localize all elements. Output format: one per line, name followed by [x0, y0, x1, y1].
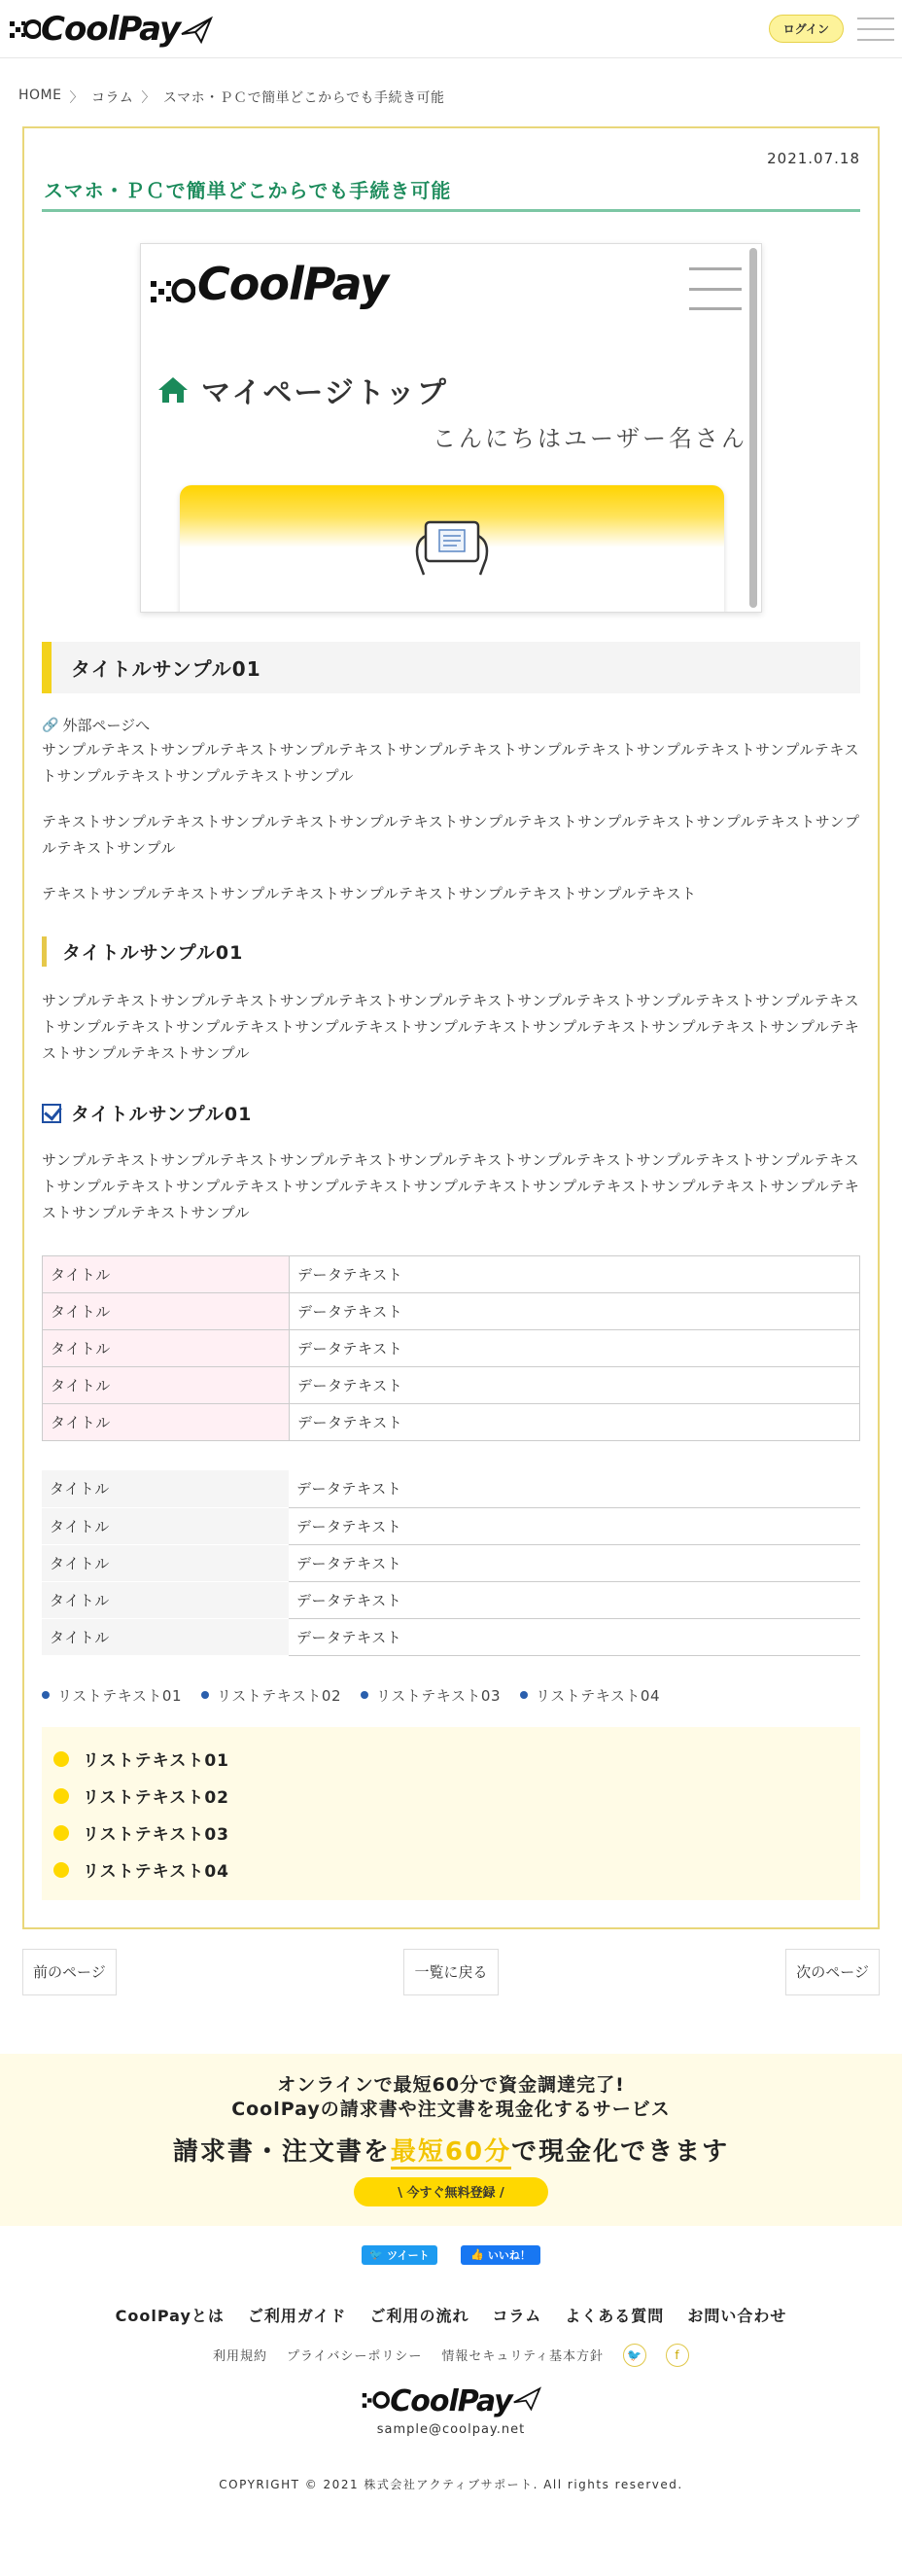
table-data-cell: データテキスト — [290, 1256, 860, 1293]
table-header-cell: タイトル — [42, 1507, 289, 1544]
chevron-right-icon: 〉 — [69, 90, 84, 106]
logo-mark-icon — [8, 12, 41, 47]
prev-page-button[interactable]: 前のページ — [22, 1949, 117, 1995]
paragraph: テキストサンプルテキストサンプルテキストサンプルテキストサンプルテキストサンプルテキストサンプルテキストサンプルテキストサンプル — [42, 813, 860, 857]
list-item-label: リストテキスト04 — [83, 1862, 229, 1882]
hero-logo-mark-icon — [149, 267, 195, 314]
table-row — [43, 1256, 860, 1293]
list-item — [42, 1685, 182, 1706]
cta-headline-highlight: 最短60分 — [391, 2137, 511, 2170]
footer-logo-text: CoolPay — [390, 2383, 512, 2418]
table-header-cell: タイトル — [43, 1330, 290, 1367]
table-header-cell: タイトル — [42, 1618, 289, 1655]
home-icon — [156, 375, 190, 405]
table-data-cell: データテキスト — [290, 1293, 860, 1330]
paper-plane-icon — [180, 15, 213, 44]
copyright: COPYRIGHT © 2021 株式会社アクティブサポート. All rights reserved. — [219, 2477, 683, 2491]
bullet-icon — [53, 1788, 69, 1804]
footer-email: sample@coolpay.net — [376, 2421, 526, 2437]
section-heading-1: タイトルサンプル01 — [42, 642, 860, 693]
table-data-cell: データテキスト — [289, 1507, 860, 1544]
footer-logo-mark-icon — [361, 2384, 390, 2416]
table-header-cell: タイトル — [43, 1293, 290, 1330]
checkbox-icon — [42, 1104, 61, 1123]
cta-line-1: オンラインで最短60分で資金調達完了! — [277, 2073, 625, 2096]
link-icon: 🔗 — [42, 717, 59, 733]
table-row — [43, 1293, 860, 1330]
section-heading-3-label: タイトルサンプル01 — [71, 1104, 253, 1125]
bullet-icon — [53, 1825, 69, 1841]
bullet-icon — [201, 1691, 209, 1699]
footer-paper-plane-icon — [512, 2384, 541, 2412]
paragraph: テキストサンプルテキストサンプルテキストサンプルテキストサンプルテキストサンプルテキスト — [42, 885, 697, 902]
table-header-cell: タイトル — [42, 1470, 289, 1507]
table-data-cell: データテキスト — [290, 1367, 860, 1404]
section-heading-3 — [42, 1100, 860, 1126]
table-data-cell: データテキスト — [289, 1581, 860, 1618]
bullet-icon — [520, 1691, 528, 1699]
list-item — [361, 1685, 501, 1706]
list-item-label: リストテキスト04 — [536, 1686, 660, 1705]
footer-nav-column[interactable]: コラム — [492, 2306, 542, 2325]
table-header-cell: タイトル — [43, 1367, 290, 1404]
footer-nav — [0, 2304, 902, 2326]
table-data-cell: データテキスト — [290, 1404, 860, 1441]
register-button[interactable]: \ 今すぐ無料登録 / — [354, 2177, 548, 2206]
footer-nav-about[interactable]: CoolPayとは — [115, 2306, 225, 2325]
table-data-cell: データテキスト — [290, 1330, 860, 1367]
paragraph: サンプルテキストサンプルテキストサンプルテキストサンプルテキストサンプルテキストサンプルテキストサンプルテキストサンプルテキストサンプルテキストサンプルテキストサンプルテキストサンプルテキストサンプルテキストサンプルテキストサンプルテキストサンプル — [42, 992, 860, 1062]
footer-nav-contact[interactable]: お問い合わせ — [687, 2306, 787, 2325]
footer-logo[interactable] — [0, 2384, 902, 2418]
cta-headline-pre: 請求書・注文書を — [172, 2136, 391, 2167]
breadcrumb — [0, 58, 902, 126]
list-item-label: リストテキスト03 — [376, 1686, 501, 1705]
social-buttons — [0, 2245, 902, 2265]
tablet-hands-icon — [408, 516, 496, 579]
external-link-label: 外部ページへ — [62, 717, 151, 734]
footer-nav-flow[interactable]: ご利用の流れ — [369, 2306, 469, 2325]
list-item — [53, 1852, 849, 1888]
pager — [22, 1949, 880, 1995]
hero-greeting: こんにちはユーザー名さん — [433, 425, 747, 452]
hero-screenshot-image — [140, 243, 762, 613]
table-row — [42, 1544, 860, 1581]
hero-mypage-title: マイページトップ — [201, 376, 448, 410]
article-date: 2021.07.18 — [767, 150, 860, 167]
hero-logo-text: CoolPay — [197, 258, 389, 310]
table-row — [43, 1330, 860, 1367]
table-row — [43, 1404, 860, 1441]
breadcrumb-column[interactable]: コラム — [90, 90, 134, 106]
table-row — [42, 1507, 860, 1544]
data-table-plain — [42, 1470, 860, 1656]
list-item-label: リストテキスト02 — [217, 1686, 341, 1705]
hero-scrollbar — [749, 248, 757, 608]
like-label: いいね！ — [487, 2248, 531, 2262]
logo-text: CoolPay — [41, 9, 181, 49]
table-data-cell: データテキスト — [289, 1544, 860, 1581]
twitter-bird-icon: 🐦 — [369, 2248, 384, 2261]
data-table-bordered — [42, 1255, 860, 1441]
hero-menu-icon — [689, 267, 742, 310]
table-header-cell: タイトル — [43, 1404, 290, 1441]
highlight-list — [42, 1727, 860, 1900]
list-item-label: リストテキスト02 — [83, 1788, 229, 1808]
footer-sub-links — [0, 2344, 902, 2367]
list-item — [520, 1685, 660, 1706]
list-item-label: リストテキスト03 — [83, 1825, 229, 1845]
table-row — [42, 1581, 860, 1618]
footer-nav-guide[interactable]: ご利用ガイド — [247, 2306, 347, 2325]
table-row — [42, 1470, 860, 1507]
cta-headline — [0, 2132, 902, 2168]
bullet-icon — [42, 1691, 50, 1699]
bullet-icon — [361, 1691, 368, 1699]
external-link[interactable] — [42, 715, 860, 735]
list-item-label: リストテキスト01 — [83, 1751, 229, 1771]
table-data-cell: データテキスト — [289, 1618, 860, 1655]
list-item — [53, 1815, 849, 1852]
facebook-icon[interactable]: f — [666, 2344, 689, 2367]
footer-nav-faq[interactable]: よくある質問 — [565, 2306, 665, 2325]
breadcrumb-home[interactable]: HOME — [18, 88, 62, 103]
paragraph: サンプルテキストサンプルテキストサンプルテキストサンプルテキストサンプルテキストサンプルテキストサンプルテキストサンプルテキストサンプルテキストサンプルテキストサンプルテキストサンプルテキストサンプルテキストサンプルテキストサンプルテキストサンプル — [42, 1151, 860, 1221]
footer-terms-link[interactable]: 利用規約 — [212, 2349, 267, 2364]
hero-card — [180, 485, 724, 613]
site-header — [0, 0, 902, 58]
table-header-cell: タイトル — [42, 1581, 289, 1618]
chevron-right-icon: 〉 — [141, 90, 156, 106]
list-item-label: リストテキスト01 — [57, 1686, 182, 1705]
twitter-icon[interactable]: 🐦 — [623, 2344, 646, 2367]
table-row — [42, 1618, 860, 1655]
paragraph: サンプルテキストサンプルテキストサンプルテキストサンプルテキストサンプルテキストサンプルテキストサンプルテキストサンプルテキストサンプルテキストサンプル — [42, 741, 859, 785]
tweet-label: ツイート — [387, 2248, 430, 2262]
thumbs-up-icon: 👍 — [470, 2248, 484, 2261]
like-button[interactable] — [461, 2245, 540, 2265]
section-heading-2: タイトルサンプル01 — [42, 936, 860, 967]
footer-security-link[interactable]: 情報セキュリティ基本方針 — [441, 2349, 605, 2364]
table-header-cell: タイトル — [43, 1256, 290, 1293]
list-item — [53, 1741, 849, 1778]
breadcrumb-current: スマホ・ＰＣで簡単どこからでも手続き可能 — [162, 90, 445, 106]
menu-icon[interactable] — [857, 15, 894, 44]
next-page-button[interactable]: 次のページ — [785, 1949, 880, 1995]
bullet-icon — [53, 1862, 69, 1878]
tweet-button[interactable] — [362, 2245, 437, 2265]
cta-line-2: CoolPayの請求書や注文書を現金化するサービス — [231, 2098, 671, 2120]
list-item — [201, 1685, 341, 1706]
list-item — [53, 1778, 849, 1815]
hero-mypage-heading — [156, 369, 448, 411]
table-data-cell: データテキスト — [289, 1470, 860, 1507]
table-row — [43, 1367, 860, 1404]
login-button[interactable]: ログイン — [769, 15, 844, 43]
cta-banner — [0, 2054, 902, 2226]
article-title: スマホ・ＰＣで簡単どこからでも手続き可能 — [42, 167, 860, 212]
site-logo[interactable] — [8, 10, 213, 49]
inline-list — [42, 1685, 860, 1706]
cta-headline-post: で現金化できます — [511, 2136, 730, 2167]
footer-privacy-link[interactable]: プライバシーポリシー — [286, 2349, 423, 2364]
back-to-list-button[interactable]: 一覧に戻る — [403, 1949, 498, 1995]
article-card — [22, 126, 880, 1929]
table-header-cell: タイトル — [42, 1544, 289, 1581]
bullet-icon — [53, 1751, 69, 1767]
